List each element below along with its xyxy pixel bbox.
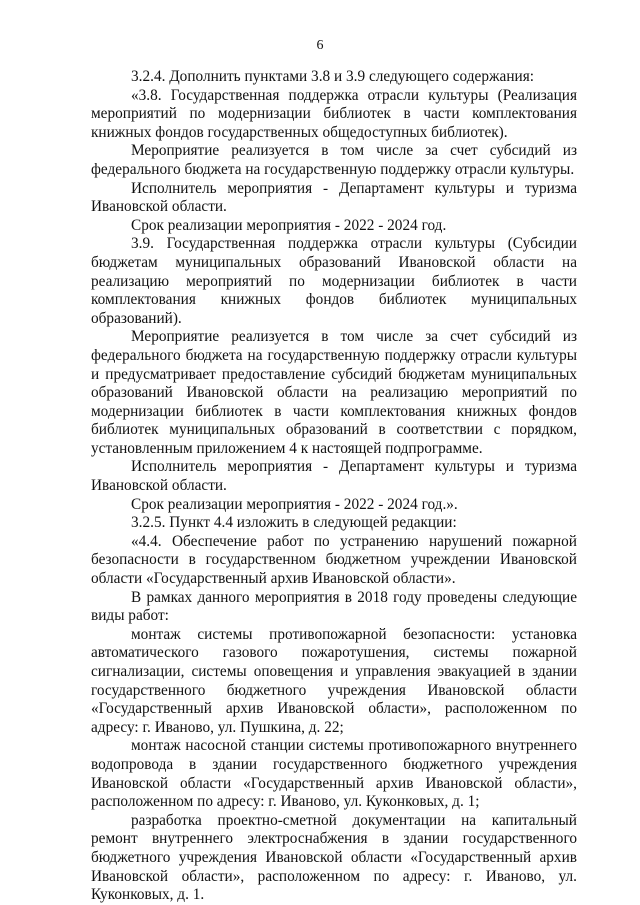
- paragraph-3-2-5: 3.2.5. Пункт 4.4 изложить в следующей редакции:: [131, 514, 457, 532]
- paragraph-work-item-1: монтаж системы противопожарной безопасности: установка автоматического газового пожаротушения, системы пожарной сигнализации, системы оповещения и управления эвакуацией в здании государственного бюджетного учреждения Ивановской области «Государственный архив Ивановской области», расположенном по адресу: г. Иваново, ул. Пушкина, д. 22;: [91, 625, 577, 736]
- paragraph-3-2-4: 3.2.4. Дополнить пунктами 3.8 и 3.9 следующего содержания:: [131, 68, 534, 85]
- paragraph-work-item-2: монтаж насосной станции системы противопожарного внутреннего водопровода в здании государственного бюджетного учреждения Ивановской области «Государственный архив Ивановской области», расположенном по адресу: г. Иваново, ул. Куконковых, д. 1;: [91, 737, 577, 811]
- paragraph-3-8-executor: Исполнитель мероприятия - Департамент культуры и туризма Ивановской области.: [91, 179, 577, 216]
- paragraph-4-4-intro: В рамках данного мероприятия в 2018 году проведены следующие виды работ:: [91, 588, 577, 625]
- paragraph-4-4-title: «4.4. Обеспечение работ по устранению нарушений пожарной безопасности в государственном бюджетном учреждении Ивановской области «Государственный архив Ивановской области».: [91, 532, 577, 588]
- paragraph-3-8-title: «3.8. Государственная поддержка отрасли культуры (Реализация мероприятий по модернизации библиотек в части комплектования книжных фондов государственных общедоступных библиотек).: [91, 86, 577, 141]
- paragraph-3-8-term: Срок реализации мероприятия - 2022 - 2024 год.: [131, 216, 447, 234]
- document-body: [91, 68, 577, 905]
- paragraph-3-9-executor: Исполнитель мероприятия - Департамент культуры и туризма Ивановской области.: [91, 458, 577, 495]
- paragraph-3-9-title: 3.9. Государственная поддержка отрасли культуры (Субсидии бюджетам муниципальных образований Ивановской области на реализацию мероприятий по модернизации библиотек в части комплектования книжных фондов библиотек муниципальных образований).: [91, 235, 577, 327]
- page-number: 6: [316, 38, 324, 53]
- paragraph-3-9-term: Срок реализации мероприятия - 2022 - 2024 год.».: [131, 495, 458, 513]
- paragraph-3-8-funding: Мероприятие реализуется в том числе за счет субсидий из федерального бюджета на государственную поддержку отрасли культуры.: [91, 142, 577, 178]
- paragraph-3-9-funding: Мероприятие реализуется в том числе за счет субсидий из федерального бюджета на государственную поддержку отрасли культуры и предусматривает предоставление субсидий бюджетам муниципальных образований Ивановской области на реализацию мероприятий по модернизации библиотек в части комплектования книжных фондов библиотек муниципальных образований в соответствии с порядком, установленным приложением 4 к настоящей подпрограмме.: [91, 328, 577, 457]
- paragraph-work-item-3: разработка проектно-сметной документации на капитальный ремонт внутреннего электроснабжения в здании государственного бюджетного учреждения Ивановской области «Государственный архив Ивановской области», расположенном по адресу: г. Иваново, ул. Куконковых, д. 1.: [91, 811, 577, 904]
